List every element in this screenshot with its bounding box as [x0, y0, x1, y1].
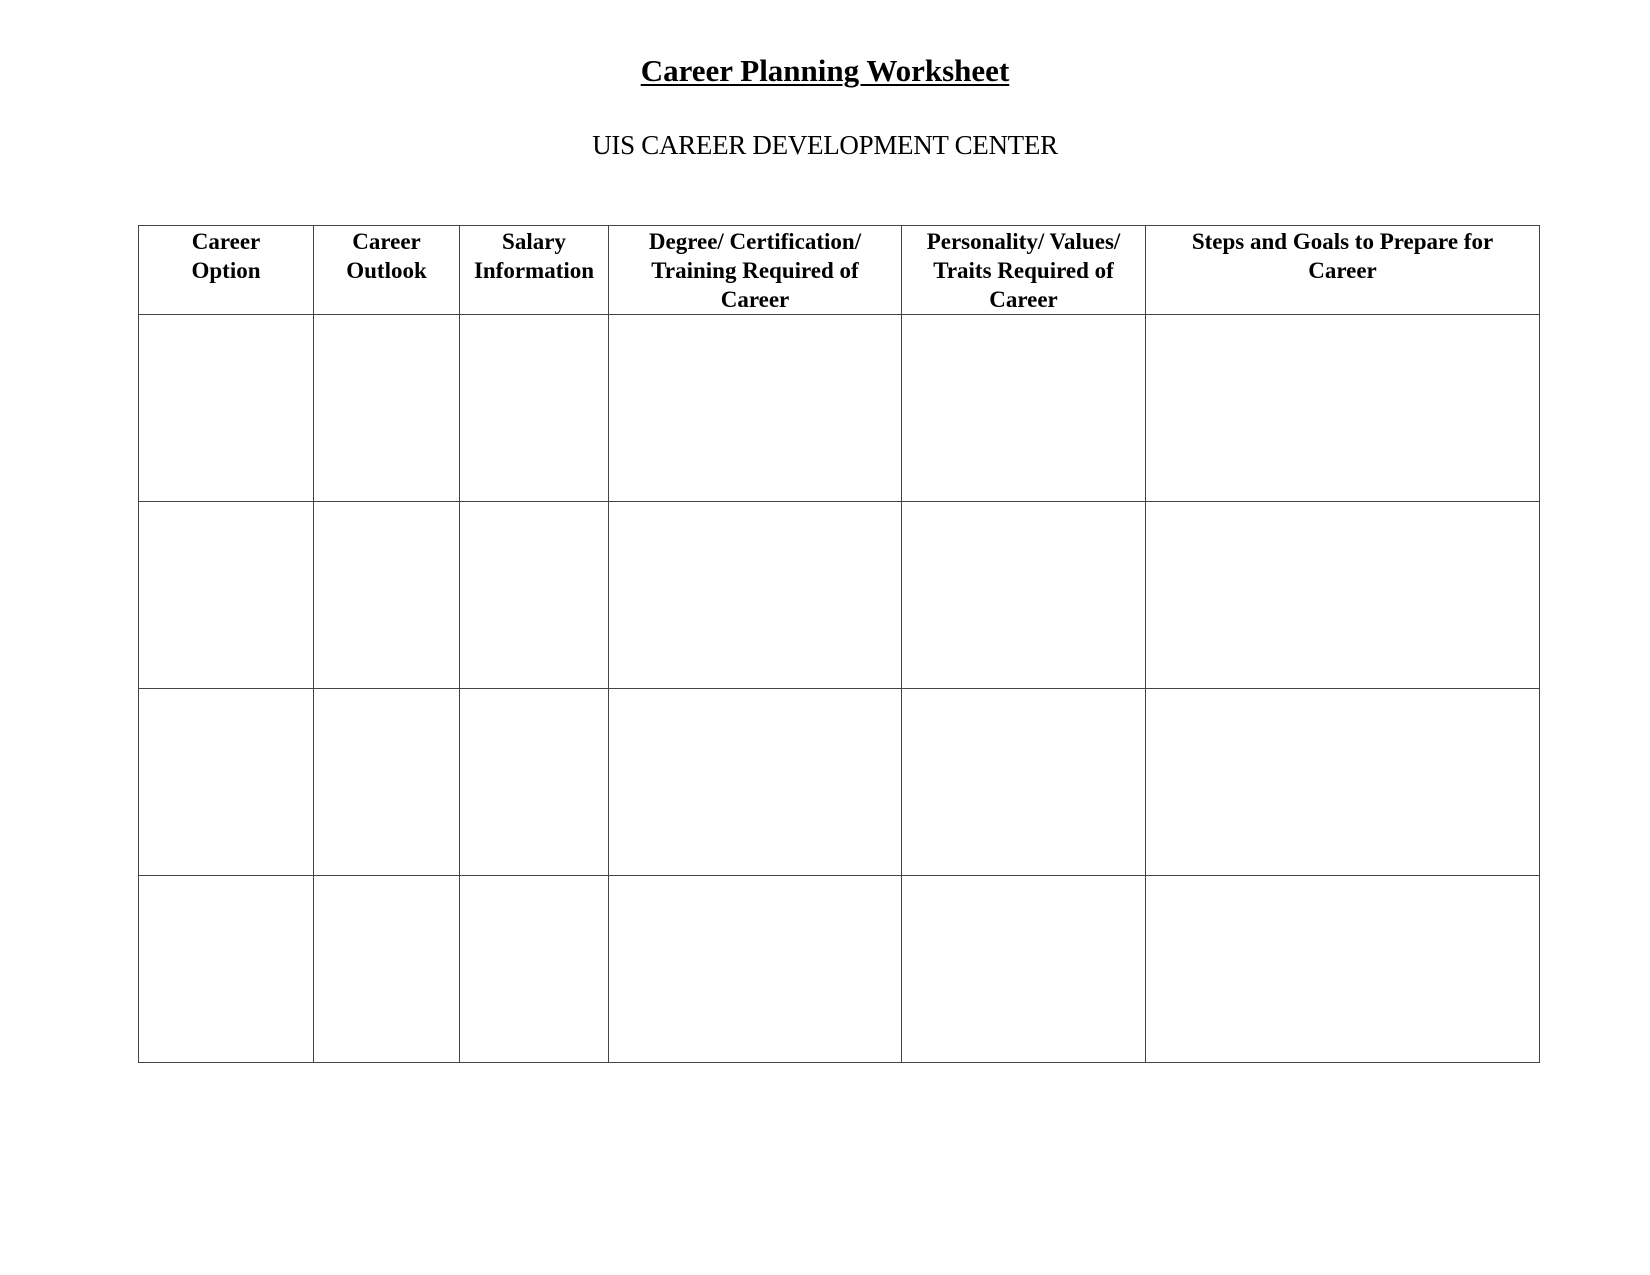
table-cell[interactable]: [609, 315, 902, 502]
table-cell[interactable]: [902, 689, 1146, 876]
table-cell[interactable]: [902, 876, 1146, 1063]
table-cell[interactable]: [139, 689, 314, 876]
table-cell[interactable]: [460, 689, 609, 876]
table-cell[interactable]: [902, 502, 1146, 689]
table-row: [139, 315, 1540, 502]
table-cell[interactable]: [902, 315, 1146, 502]
table-cell[interactable]: [139, 502, 314, 689]
worksheet-title: Career Planning Worksheet: [640, 53, 1010, 88]
header-label: Career Option: [191, 229, 261, 283]
header-salary-information: [460, 226, 609, 315]
header-label: Salary Information: [473, 229, 595, 283]
header-label: Steps and Goals to Prepare for Career: [1191, 229, 1494, 283]
career-planning-table: [138, 225, 1540, 1063]
table-cell[interactable]: [1146, 876, 1540, 1063]
table-cell[interactable]: [609, 689, 902, 876]
table-cell[interactable]: [460, 315, 609, 502]
header-career-outlook: [314, 226, 460, 315]
header-steps-and-goals: [1146, 226, 1540, 315]
table-cell[interactable]: [314, 876, 460, 1063]
table-cell[interactable]: [1146, 689, 1540, 876]
header-row: [139, 226, 1540, 315]
header-career-option: [139, 226, 314, 315]
table-row: [139, 876, 1540, 1063]
table-row: [139, 502, 1540, 689]
table-cell[interactable]: [609, 502, 902, 689]
table-cell[interactable]: [1146, 502, 1540, 689]
table-cell[interactable]: [314, 502, 460, 689]
table-cell[interactable]: [139, 876, 314, 1063]
header-degree-certification-training: [609, 226, 902, 315]
table-row: [139, 689, 1540, 876]
table-cell[interactable]: [1146, 315, 1540, 502]
header-label: Career Outlook: [346, 229, 427, 283]
table-cell[interactable]: [460, 502, 609, 689]
table-cell[interactable]: [139, 315, 314, 502]
header-personality-values-traits: [902, 226, 1146, 315]
organization-name: UIS CAREER DEVELOPMENT CENTER: [592, 130, 1058, 160]
header-label: Personality/ Values/ Traits Required of Career: [926, 229, 1121, 312]
table-cell[interactable]: [609, 876, 902, 1063]
table-cell[interactable]: [460, 876, 609, 1063]
table-cell[interactable]: [314, 689, 460, 876]
header-label: Degree/ Certification/ Training Required of Career: [648, 229, 862, 312]
page-title: [0, 52, 1650, 90]
table-cell[interactable]: [314, 315, 460, 502]
